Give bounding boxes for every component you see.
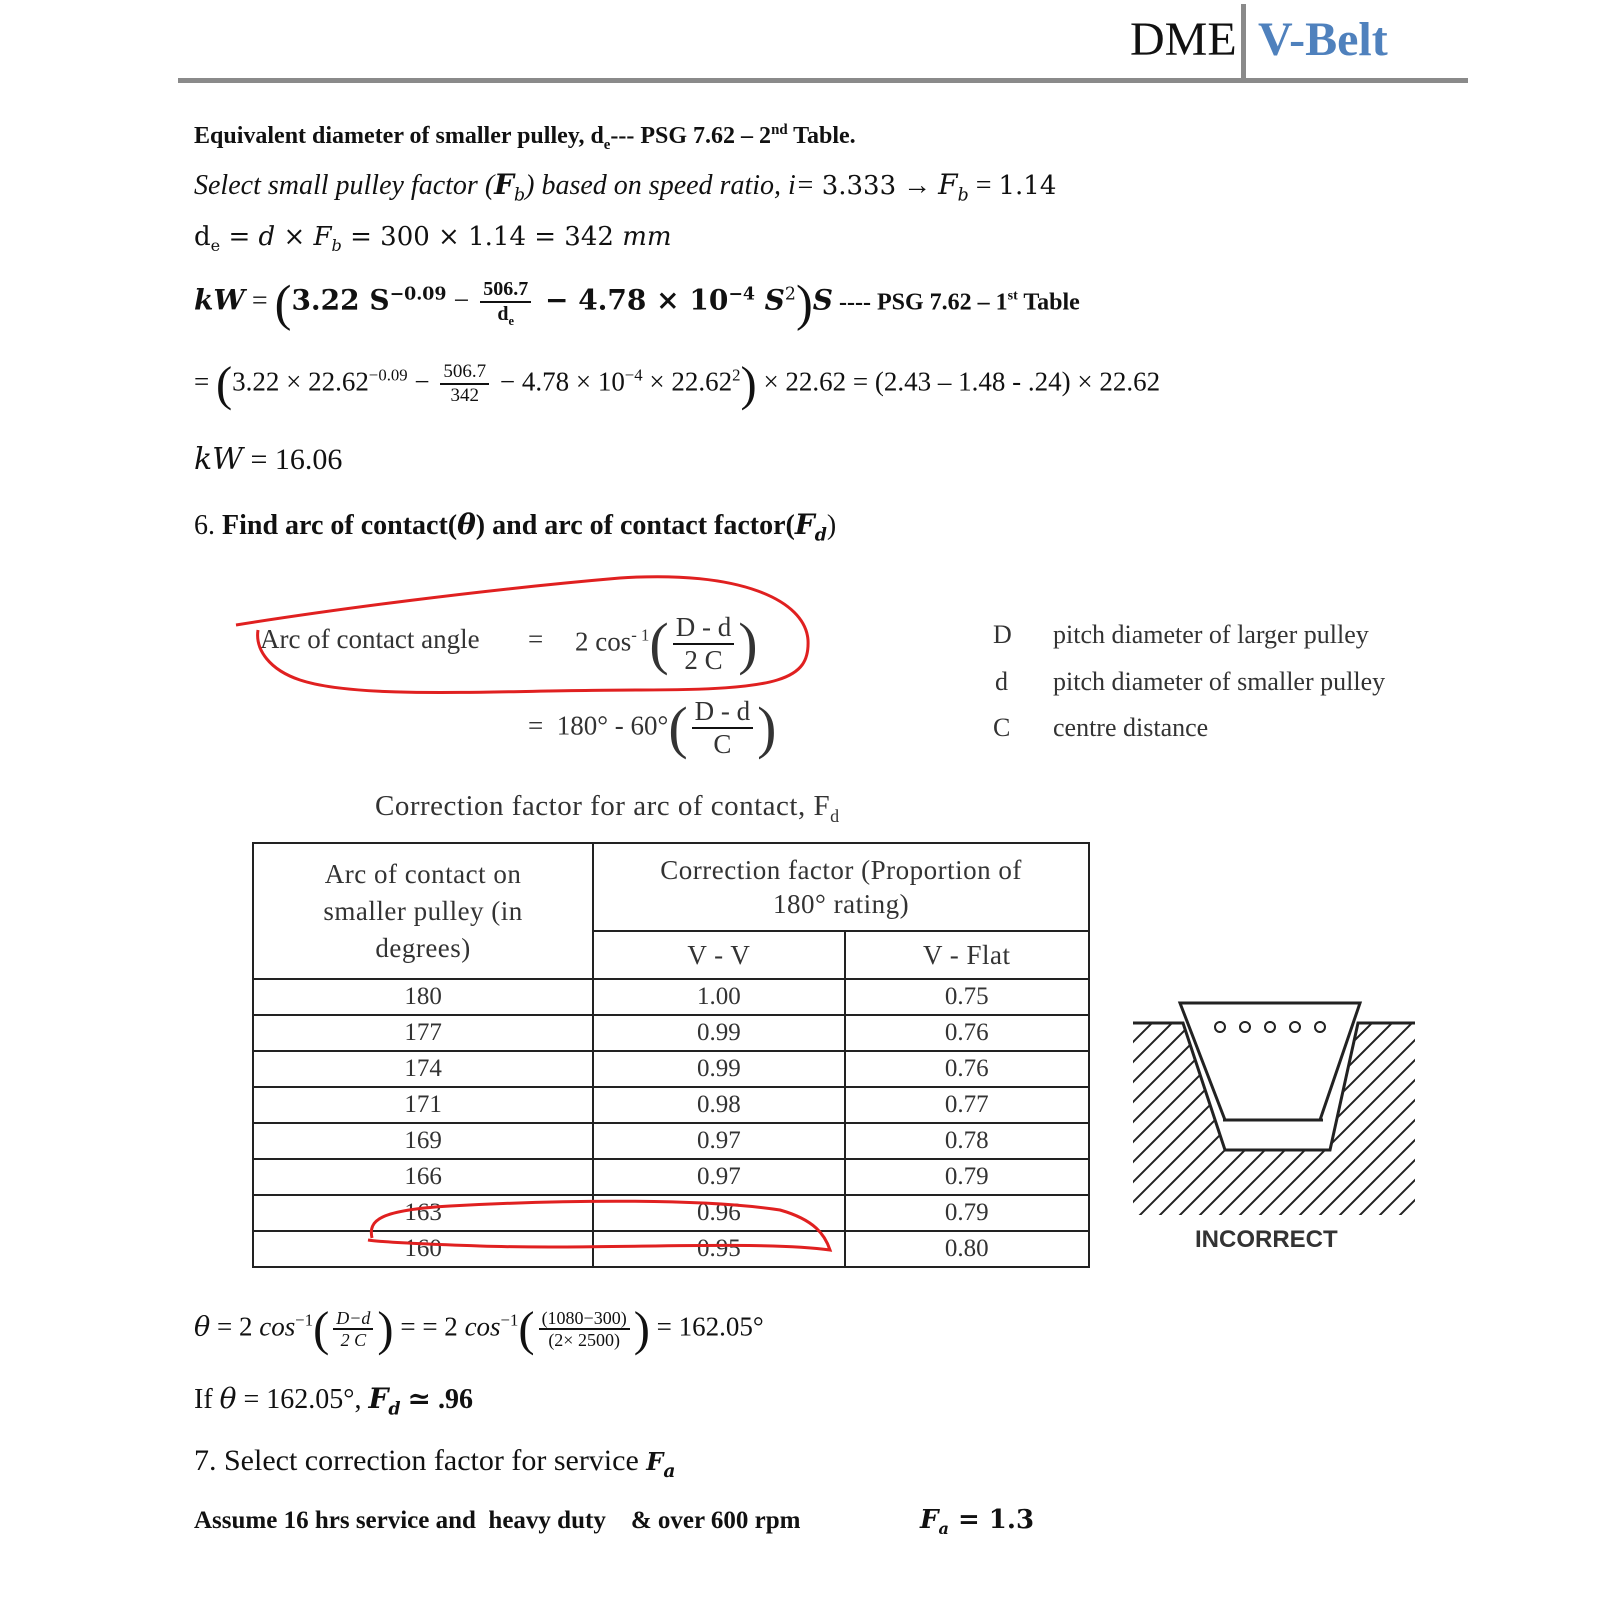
text: × 22.62 [642,366,733,397]
sup: 2 [732,365,741,385]
text: ) [826,510,837,541]
paren-close: ) [757,695,777,761]
col-header-vv: V - V [593,931,844,979]
table-row [253,1195,1089,1231]
sub: a [938,1519,949,1539]
sub: b [514,185,526,206]
text: ) and arc of contact factor( [475,510,795,541]
legend-desc: pitch diameter of smaller pulley [1053,667,1386,696]
value: ≃ .96 [400,1384,474,1415]
vv-factor-cell: 0.95 [593,1231,844,1267]
paren-open: ( [649,611,669,677]
arc-degrees-cell: 171 [253,1087,593,1123]
col-header-arc: Arc of contact on smaller pulley (in degrees) [253,843,593,979]
arc-formula-eq: = [528,624,544,654]
result: = 162.05° [649,1311,764,1342]
text: 7. Select correction factor for service [194,1444,647,1477]
unit: mm [622,222,672,252]
vv-factor-cell: 0.97 [593,1123,844,1159]
col-header-vflat: V - Flat [845,931,1089,979]
legend-desc: pitch diameter of larger pulley [1053,620,1369,649]
kw-formula [194,275,1080,331]
v-belt-section [1180,1003,1360,1120]
value: 1.14 [998,171,1057,201]
denominator: d [497,303,509,326]
kw-result [194,442,342,477]
sub: d [830,805,840,826]
paren-close: ) [377,1302,394,1356]
vv-factor-cell: 0.98 [593,1087,844,1123]
text: − [446,285,477,317]
arc-degrees-cell: 180 [253,979,593,1015]
table-row [253,1231,1089,1267]
text: = 2 [210,1311,260,1342]
paren-close: ) [795,275,813,331]
header-title: V-Belt [1258,13,1388,66]
table-row [253,1087,1089,1123]
text: × 22.62 = (2.43 – 1.48 - .24) × 22.62 [756,366,1161,397]
legend-symbol: C [993,713,1011,742]
text: = [244,285,275,317]
kw-substitution [194,357,1161,411]
service-assumption [194,1507,800,1535]
var: F [494,168,515,201]
arc-degrees-cell: 163 [253,1195,593,1231]
text: cos [259,1311,296,1342]
text: Correction factor for arc of contact, F [375,790,831,822]
denominator: C [713,729,732,760]
vv-factor-cell: 1.00 [593,979,844,1015]
arc-degrees-cell: 166 [253,1159,593,1195]
text: Find arc of contact( [222,510,458,541]
text: Table [1017,289,1080,316]
text: d [194,222,211,252]
text: kW [194,442,244,477]
text: --- PSG 7.62 – 2 [610,123,772,149]
text: = [194,366,216,397]
theta: θ [194,1311,211,1343]
equivalent-diameter-heading [194,122,856,154]
table-row [253,1015,1089,1051]
text: − 4.78 × 10 [535,283,729,317]
text: kW [194,283,245,317]
paren-open: ( [518,1302,535,1356]
sub: a [663,1461,676,1482]
text: − 4.78 × 10 [493,366,625,397]
text: If [194,1384,220,1415]
vv-factor-cell: 0.96 [593,1195,844,1231]
table-row [253,1159,1089,1195]
text: = [968,170,999,201]
denominator: 342 [450,385,479,407]
var: F [646,1447,664,1476]
text: S [812,283,833,317]
incorrect-belt-groove-figure [1125,995,1425,1220]
fa-value [920,1505,1034,1538]
section-7-heading [194,1444,675,1482]
table-title [375,790,840,827]
paren-close: ) [740,357,757,411]
vv-factor-cell: 0.97 [593,1159,844,1195]
vflat-factor-cell: 0.77 [845,1087,1089,1123]
arrow: → [896,170,939,201]
arc-degrees-cell: 160 [253,1231,593,1267]
numerator: 506.7 [440,361,489,385]
var: F [794,508,815,541]
sup: nd [771,122,788,138]
table-row [253,979,1089,1015]
sub: d [388,1399,401,1420]
arc-degrees-cell: 174 [253,1051,593,1087]
sup: −4 [624,365,643,385]
equivalent-diameter-calc [194,222,672,255]
theta: θ [457,508,476,541]
table-row [253,1051,1089,1087]
header-separator [1241,4,1246,80]
text: 3.22 S [291,283,390,317]
paren-close: ) [738,611,758,677]
arc-formula-label: Arc of contact angle [260,624,480,654]
denominator: 2 C [340,1330,367,1351]
text: − [407,366,437,397]
arc-degrees-cell: 177 [253,1015,593,1051]
vflat-factor-cell: 0.79 [845,1195,1089,1231]
vflat-factor-cell: 0.80 [845,1231,1089,1267]
sup: - 1 [631,625,650,645]
paren-open: ( [215,357,233,411]
denominator: 2 C [684,645,723,676]
text: Equivalent diameter of smaller pulley, d [194,123,604,149]
sub: d [814,525,827,546]
header-rule [178,78,1468,83]
text: = [528,710,557,741]
text: ---- PSG 7.62 – 1 [832,289,1008,316]
vflat-factor-cell: 0.75 [845,979,1089,1015]
numerator: 506.7 [480,278,531,303]
paren-open: ( [668,695,688,761]
numerator: (1080−300) [539,1308,630,1331]
var: F [368,1382,389,1415]
sub: e [603,136,611,153]
theta-calculation [194,1302,764,1356]
text: Table. [787,123,856,149]
arc-formula-1 [575,612,758,676]
sub: e [508,314,515,329]
sub: e [210,236,221,256]
arc-formula-2 [528,696,776,760]
sup: 2 [784,284,796,305]
fd-result [194,1382,473,1420]
text: 6. [194,510,222,541]
text: = [220,222,259,252]
pulley-factor-line [194,168,1056,206]
text: = = 2 [393,1311,465,1342]
sub: b [957,185,969,206]
numerator: D - d [692,696,754,729]
figure-label: INCORRECT [1195,1226,1338,1253]
text: = 162.05°, [236,1384,369,1415]
numerator: D - d [673,612,735,645]
theta: θ [219,1382,237,1415]
text: S [754,283,785,317]
sup: −4 [728,284,755,305]
text: Select small pulley factor ( [194,170,495,201]
text: = 300 × 1.14 = 342 [341,222,623,252]
text: ) based on speed ratio, i= [525,170,822,201]
text: Assume 16 hrs service and heavy duty & over 600 rpm [194,1507,801,1534]
vv-factor-cell: 0.99 [593,1015,844,1051]
var: F [938,168,958,201]
sub: b [331,236,342,256]
sup: −1 [295,1310,314,1330]
sup: −1 [500,1310,519,1330]
arc-degrees-cell: 169 [253,1123,593,1159]
text: 3.22 × 22.62 [232,366,369,397]
vflat-factor-cell: 0.76 [845,1051,1089,1087]
col-header-group: Correction factor (Proportion of 180° rating) [593,843,1089,931]
header-course: DME [1130,13,1237,66]
text: 180° - 60° [556,710,669,741]
value: = 1.3 [948,1505,1035,1535]
table-row [253,1123,1089,1159]
vv-factor-cell: 0.99 [593,1051,844,1087]
ratio: 3.333 [821,171,897,201]
text: = 16.06 [243,443,343,476]
section-6-heading [194,508,836,546]
denominator: (2× 2500) [548,1330,620,1351]
vflat-factor-cell: 0.78 [845,1123,1089,1159]
paren-open: ( [274,275,292,331]
sup: st [1007,288,1018,304]
paren-close: ) [633,1302,650,1356]
vflat-factor-cell: 0.76 [845,1015,1089,1051]
text: 2 cos [575,626,632,657]
sup: −0.09 [389,284,447,305]
text: d × F [258,222,332,252]
legend-desc: centre distance [1053,713,1209,742]
sup: −0.09 [368,365,408,385]
legend-symbol: D [993,620,1012,649]
text: cos [464,1311,501,1342]
legend-symbol: d [995,667,1008,696]
correction-factor-table [252,842,1090,1268]
paren-open: ( [313,1302,330,1356]
var: F [920,1505,939,1535]
vflat-factor-cell: 0.79 [845,1159,1089,1195]
numerator: D−d [333,1308,373,1331]
